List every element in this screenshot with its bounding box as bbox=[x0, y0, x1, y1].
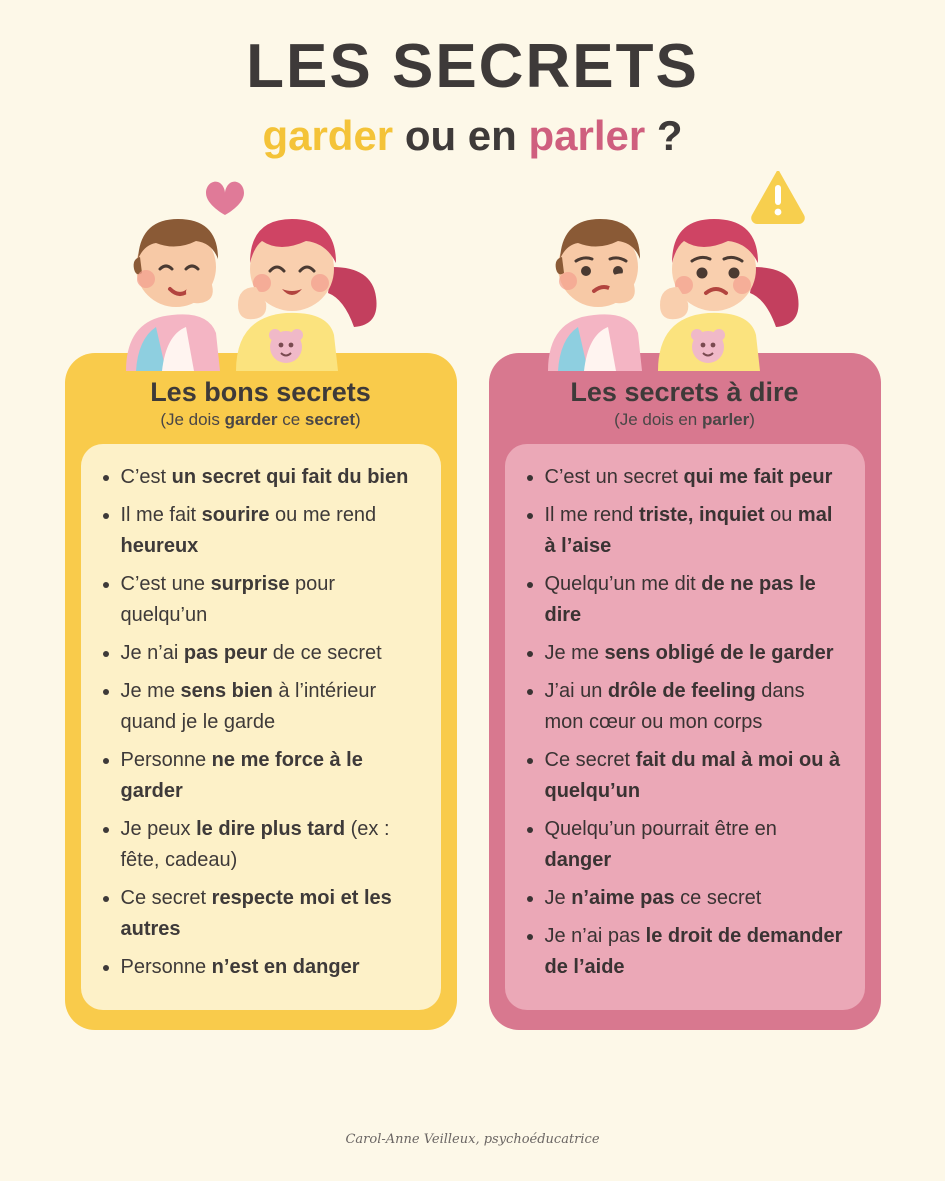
subtitle-bold-1: parler bbox=[701, 410, 750, 430]
list-item bbox=[121, 745, 421, 807]
subtitle-word-garder: garder bbox=[262, 112, 394, 160]
item-emphasis: sourire bbox=[201, 504, 270, 527]
subtitle-prefix: (Je dois bbox=[160, 410, 225, 430]
item-text: Il me rend bbox=[544, 504, 639, 527]
list-item bbox=[545, 921, 845, 983]
illustration-worried-kids bbox=[489, 171, 881, 371]
list-item bbox=[121, 814, 421, 876]
card-title-good: Les bons secrets bbox=[150, 377, 371, 408]
item-text: Je n’ai pas bbox=[544, 925, 646, 948]
page-subtitle bbox=[0, 113, 945, 159]
list-item bbox=[545, 883, 845, 914]
item-emphasis: un secret qui fait du bien bbox=[171, 466, 409, 489]
item-emphasis: fait du mal à moi ou à quelqu’un bbox=[544, 749, 841, 803]
columns-container bbox=[0, 171, 945, 1030]
item-text: Ce secret bbox=[120, 887, 212, 910]
item-text: Quelqu’un me dit bbox=[544, 573, 702, 596]
list-item bbox=[545, 500, 845, 562]
item-emphasis: danger bbox=[544, 849, 612, 872]
item-emphasis: respecte moi et les autres bbox=[120, 887, 392, 941]
subtitle-word-end: ? bbox=[645, 112, 683, 160]
illustration-happy-kids bbox=[65, 171, 457, 371]
warning-icon bbox=[751, 171, 805, 224]
subtitle-suffix: ) bbox=[749, 410, 755, 430]
item-emphasis: le dire plus tard bbox=[196, 818, 346, 841]
list-container-tell bbox=[505, 444, 865, 1010]
secrets-to-tell-list bbox=[519, 462, 845, 983]
item-text: ce secret bbox=[674, 887, 762, 910]
list-item bbox=[545, 745, 845, 807]
item-emphasis: qui me fait peur bbox=[683, 466, 833, 489]
card-subtitle-good bbox=[81, 410, 441, 430]
card-subtitle-tell bbox=[505, 410, 865, 430]
page-title: LES SECRETS bbox=[246, 32, 699, 101]
item-text: Je bbox=[544, 887, 572, 910]
subtitle-suffix: ) bbox=[355, 410, 361, 430]
item-text: Personne bbox=[120, 749, 212, 772]
item-text: C’est un secret bbox=[544, 466, 684, 489]
item-text: J’ai un bbox=[544, 680, 608, 703]
item-text: Je peux bbox=[120, 818, 197, 841]
list-item bbox=[121, 569, 421, 631]
footer-credit: Carol-Anne Veilleux, psychoéducatrice bbox=[345, 1132, 600, 1147]
item-text: dans mon cœur ou mon corps bbox=[544, 680, 805, 734]
item-text: C’est une bbox=[120, 573, 211, 596]
list-item bbox=[121, 676, 421, 738]
list-item bbox=[121, 462, 421, 493]
list-item bbox=[121, 883, 421, 945]
subtitle-bold-1: garder bbox=[224, 410, 278, 430]
subtitle-middle: ce bbox=[277, 410, 305, 430]
list-item bbox=[545, 569, 845, 631]
list-item bbox=[545, 462, 845, 493]
item-emphasis: sens bien bbox=[180, 680, 273, 703]
item-text: Personne bbox=[120, 956, 212, 979]
item-emphasis: ne me force à le garder bbox=[120, 749, 363, 803]
item-text: Je me bbox=[544, 642, 605, 665]
item-text: ou me rend bbox=[269, 504, 377, 527]
card-good-secrets bbox=[65, 353, 457, 1030]
item-text: (ex : fête, cadeau) bbox=[120, 818, 390, 872]
heart-icon bbox=[206, 182, 244, 215]
item-emphasis: pas peur bbox=[183, 642, 268, 665]
list-item bbox=[545, 814, 845, 876]
subtitle-word-middle: ou en bbox=[393, 112, 529, 160]
subtitle-word-parler: parler bbox=[528, 112, 646, 160]
column-good-secrets bbox=[65, 171, 457, 1030]
item-emphasis: mal à l’aise bbox=[544, 504, 833, 558]
item-text: Quelqu’un pourrait être en bbox=[544, 818, 777, 841]
list-item bbox=[121, 500, 421, 562]
poster-header bbox=[0, 0, 945, 159]
list-container-good bbox=[81, 444, 441, 1010]
item-text: pour quelqu’un bbox=[120, 573, 336, 627]
subtitle-prefix: (Je dois en bbox=[614, 410, 702, 430]
item-text: à l’intérieur quand je le garde bbox=[120, 680, 377, 734]
item-emphasis: heureux bbox=[120, 535, 199, 558]
item-emphasis: n’est en danger bbox=[211, 956, 360, 979]
item-emphasis: le droit de demander de l’aide bbox=[544, 925, 843, 979]
item-text: Je n’ai bbox=[120, 642, 184, 665]
item-text: Il me fait bbox=[120, 504, 202, 527]
list-item bbox=[545, 676, 845, 738]
item-emphasis: sens obligé de le garder bbox=[604, 642, 834, 665]
item-emphasis: surprise bbox=[210, 573, 290, 596]
item-emphasis: n’aime pas bbox=[571, 887, 675, 910]
item-text: C’est bbox=[120, 466, 172, 489]
card-secrets-to-tell bbox=[489, 353, 881, 1030]
item-text: ou bbox=[764, 504, 798, 527]
item-text: Ce secret bbox=[544, 749, 636, 772]
item-emphasis: triste, inquiet bbox=[638, 504, 765, 527]
item-emphasis: drôle de feeling bbox=[607, 680, 756, 703]
item-text: Je me bbox=[120, 680, 181, 703]
list-item bbox=[121, 952, 421, 983]
column-secrets-to-tell bbox=[489, 171, 881, 1030]
list-item bbox=[545, 638, 845, 669]
item-text: de ce secret bbox=[267, 642, 382, 665]
card-title-tell: Les secrets à dire bbox=[570, 377, 799, 408]
item-emphasis: de ne pas le dire bbox=[544, 573, 816, 627]
list-item bbox=[121, 638, 421, 669]
subtitle-bold-2: secret bbox=[304, 410, 355, 430]
good-secrets-list bbox=[95, 462, 421, 983]
